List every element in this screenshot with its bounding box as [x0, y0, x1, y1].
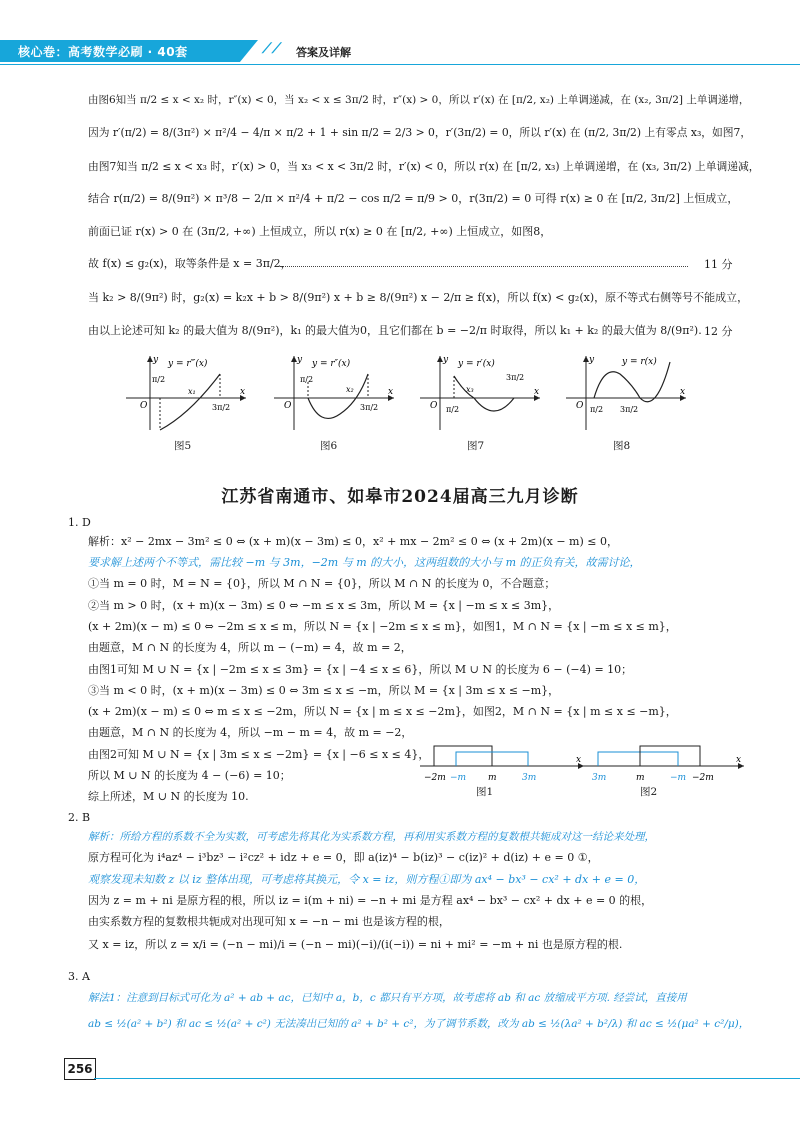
tick-label: 3π/2 [506, 373, 525, 382]
hint-line: ab ≤ ½(a² + b²) 和 ac ≤ ½(a² + c²) 无法凑出已知的 a² + b² + c²，为了调节系数，改为 ab ≤ ½(λa² + b²/λ) 和 ac ≤ ½(μa² + c²/μ)， [88, 1018, 750, 1030]
score-label: 11 分 [704, 258, 733, 271]
axis-label: y [443, 355, 449, 365]
tick-label: −2m [424, 773, 446, 782]
tick-label: −2m [692, 773, 714, 782]
body-line: 由图6知当 π/2 ≤ x < x₂ 时，r″(x) < 0，当 x₂ < x ≤ 3π/2 时，r″(x) > 0，所以 r′(x) 在 [π/2, x₂) 上单调递减，在 (x₂, 3π/2] 上单调递增， [88, 94, 750, 106]
hint-line: 要求解上述两个不等式，需比较 −m 与 3m，−2m 与 m 的大小，这两组数的大小与 m 的正负有关，故需讨论， [88, 556, 641, 569]
axis-label: x [680, 387, 686, 397]
interval-n [640, 746, 700, 766]
figure-caption: 图6 [320, 440, 338, 452]
chevron-decor-icon: ⟋⟋ [262, 41, 282, 57]
body-line: 由图7知当 π/2 ≤ x < x₃ 时，r′(x) > 0，当 x₃ < x < 3π/2 时，r′(x) < 0，所以 r(x) 在 [π/2, x₃) 上单调递增，在 (x₃, 3π/2) 上单调递减， [88, 160, 760, 173]
curve [594, 362, 670, 402]
body-line: 由图1可知 M ∪ N = {x | −2m ≤ x ≤ 3m} = {x | −4 ≤ x ≤ 6}，所以 M ∪ N 的长度为 6 − (−4) = 10； [88, 663, 633, 676]
figure-caption: 图8 [613, 440, 631, 452]
tick-label: −m [670, 773, 687, 782]
body-line: 因为 z = m + ni 是原方程的根，所以 iz = i(m + ni) = −n + mi 是方程 ax⁴ − bx³ − cx² + dx + e = 0 的根， [88, 894, 653, 907]
figure-caption: 图7 [467, 440, 485, 452]
function-label: y = r′(x) [458, 359, 495, 369]
leader-dots [280, 266, 688, 267]
hint-line: 观察发现未知数 z 以 iz 整体出现，可考虑将其换元，令 x = iz，则方程①即为 ax⁴ − bx³ − cx² + dx + e = 0， [88, 873, 646, 886]
tick-label: 3π/2 [360, 403, 379, 412]
function-label: y = r″(x) [312, 359, 351, 369]
tick-label: −m [450, 773, 467, 782]
footer-rule [94, 1078, 800, 1079]
body-line: 综上所述，M ∪ N 的长度为 10. [88, 790, 249, 803]
body-line: 所以 M ∪ N 的长度为 4 − (−6) = 10； [88, 769, 291, 782]
body-line: 结合 r(π/2) = 8/(9π²) × π³/8 − 2/π × π²/4 + π/2 − cos π/2 = π/9 > 0，r(3π/2) = 0 可得 r(x) ≥ 0 在 [π/2, 3π/2] 上恒成立， [88, 192, 739, 205]
interval-m [598, 752, 678, 766]
body-line: ①当 m = 0 时，M = N = {0}，所以 M ∩ N = {0}，所以 M ∩ N 的长度为 0，不合题意； [88, 577, 556, 590]
page-number: 256 [64, 1058, 96, 1080]
axis-label: x [534, 387, 540, 397]
axis-label: y [297, 355, 303, 365]
body-line: 解析：x² − 2mx − 3m² ≤ 0 ⇔ (x + m)(x − 3m) ≤ 0，x² + mx − 2m² ≤ 0 ⇔ (x + 2m)(x − m) ≤ 0， [88, 535, 618, 548]
body-line: ③当 m < 0 时，(x + m)(x − 3m) ≤ 0 ⇔ 3m ≤ x ≤ −m，所以 M = {x | 3m ≤ x ≤ −m}， [88, 684, 560, 697]
body-line: 由以上论述可知 k₂ 的最大值为 8/(9π²)，k₁ 的最大值为0，且它们都在 b = −2/π 时取得，所以 k₁ + k₂ 的最大值为 8/(9π²). [88, 324, 702, 337]
function-label: y = r‴(x) [168, 359, 208, 369]
figure-caption: 图5 [174, 440, 192, 452]
interval-n [434, 746, 492, 766]
series-title: 核心卷：高考数学必刷 · 40套 [18, 45, 188, 59]
section-label: 答案及详解 [296, 46, 351, 59]
tick-label: 3m [592, 773, 607, 782]
origin-label: O [140, 401, 148, 411]
tick-label: m [488, 773, 497, 782]
body-line: 由题意，M ∩ N 的长度为 4，所以 m − (−m) = 4，故 m = 2， [88, 641, 412, 654]
section-title: 江苏省南通市、如皋市2024届高三九月诊断 [221, 487, 579, 507]
origin-label: O [576, 401, 584, 411]
curve [160, 374, 220, 430]
body-line: (x + 2m)(x − m) ≤ 0 ⇔ −2m ≤ x ≤ m，所以 N = {x | −2m ≤ x ≤ m}，如图1，M ∩ N = {x | −m ≤ x ≤ m}， [88, 620, 677, 633]
origin-label: O [430, 401, 438, 411]
header-rule [0, 64, 800, 65]
axis-label: y [589, 355, 595, 365]
figure-2 [578, 740, 748, 782]
body-line: 因为 r′(π/2) = 8/(3π²) × π²/4 − 4/π × π/2 + 1 + sin π/2 = 2/3 > 0，r′(3π/2) = 0，所以 r′(x) 在 (π/2, 3π/2) 上有零点 x₃，如图7， [88, 126, 752, 139]
origin-label: O [284, 401, 292, 411]
body-line: 故 f(x) ≤ g₂(x)，取等条件是 x = 3π/2， [88, 257, 292, 270]
tick-label: π/2 [590, 405, 604, 414]
curve [454, 376, 514, 411]
body-line: 前面已证 r(x) > 0 在 (3π/2, +∞) 上恒成立，所以 r(x) ≥ 0 在 [π/2, +∞) 上恒成立，如图8， [88, 225, 552, 238]
tick-label: π/2 [300, 375, 314, 384]
axis-label: x [388, 387, 394, 397]
figure-6 [268, 352, 398, 432]
point-label: x₂ [346, 385, 354, 394]
body-line: ②当 m > 0 时，(x + m)(x − 3m) ≤ 0 ⇔ −m ≤ x ≤ 3m，所以 M = {x | −m ≤ x ≤ 3m}， [88, 599, 560, 612]
point-label: x₃ [466, 385, 474, 394]
body-line: 由实系数方程的复数根共轭成对出现可知 x = −n − mi 也是该方程的根， [88, 915, 450, 928]
body-line: 当 k₂ > 8/(9π²) 时，g₂(x) = k₂x + b > 8/(9π²) x + b ≥ 8/(9π²) x − 2/π ≥ f(x)，所以 f(x) < g₂(x)，原不等式右侧等号不能成立， [88, 291, 749, 304]
body-line: 又 x = iz，所以 z = x/i = (−n − mi)/i = (−n − mi)(−i)/(i(−i)) = ni + mi² = −m + ni 也是原方程的根. [88, 938, 623, 951]
curve [308, 374, 368, 418]
body-line: 由图2可知 M ∪ N = {x | 3m ≤ x ≤ −2m} = {x | −6 ≤ x ≤ 4}， [88, 748, 430, 761]
axis-label: x [736, 755, 742, 765]
tick-label: 3π/2 [620, 405, 639, 414]
page-header [0, 40, 800, 62]
tick-label: π/2 [152, 375, 166, 384]
figure-caption: 图1 [476, 786, 494, 798]
body-line: 由题意，M ∩ N 的长度为 4，所以 −m − m = 4，故 m = −2， [88, 726, 413, 739]
point-label: x₁ [188, 387, 196, 396]
axis-label: x [576, 755, 582, 765]
figure-8 [560, 352, 690, 432]
question-number: 1. D [68, 516, 91, 529]
body-line: 原方程可化为 i⁴az⁴ − i³bz³ − i²cz² + idz + e = 0，即 a(iz)⁴ − b(iz)³ − c(iz)² + d(iz) + e = 0 ①， [88, 851, 599, 864]
figure-5 [120, 352, 250, 432]
figure-caption: 图2 [640, 786, 658, 798]
figure-1 [418, 740, 588, 782]
score-label: 12 分 [704, 325, 733, 338]
question-number: 3. A [68, 970, 90, 983]
body-line: (x + 2m)(x − m) ≤ 0 ⇔ m ≤ x ≤ −2m，所以 N = {x | m ≤ x ≤ −2m}，如图2，M ∩ N = {x | m ≤ x ≤ −m}， [88, 705, 677, 718]
question-number: 2. B [68, 811, 91, 824]
function-label: y = r(x) [622, 357, 657, 367]
tick-label: m [636, 773, 645, 782]
tick-label: 3π/2 [212, 403, 231, 412]
hint-line: 解法1：注意到目标式可化为 a² + ab + ac，已知中 a，b，c 都只有平方项，故考虑将 ab 和 ac 放缩成平方项. 经尝试，直接用 [88, 992, 687, 1004]
hint-line: 解析：所给方程的系数不全为实数，可考虑先将其化为实系数方程，再利用实系数方程的复数根共轭成对这一结论来处理， [88, 831, 655, 843]
axis-label: x [240, 387, 246, 397]
figure-7 [414, 352, 544, 432]
axis-label: y [153, 355, 159, 365]
tick-label: π/2 [446, 405, 460, 414]
tick-label: 3m [522, 773, 537, 782]
